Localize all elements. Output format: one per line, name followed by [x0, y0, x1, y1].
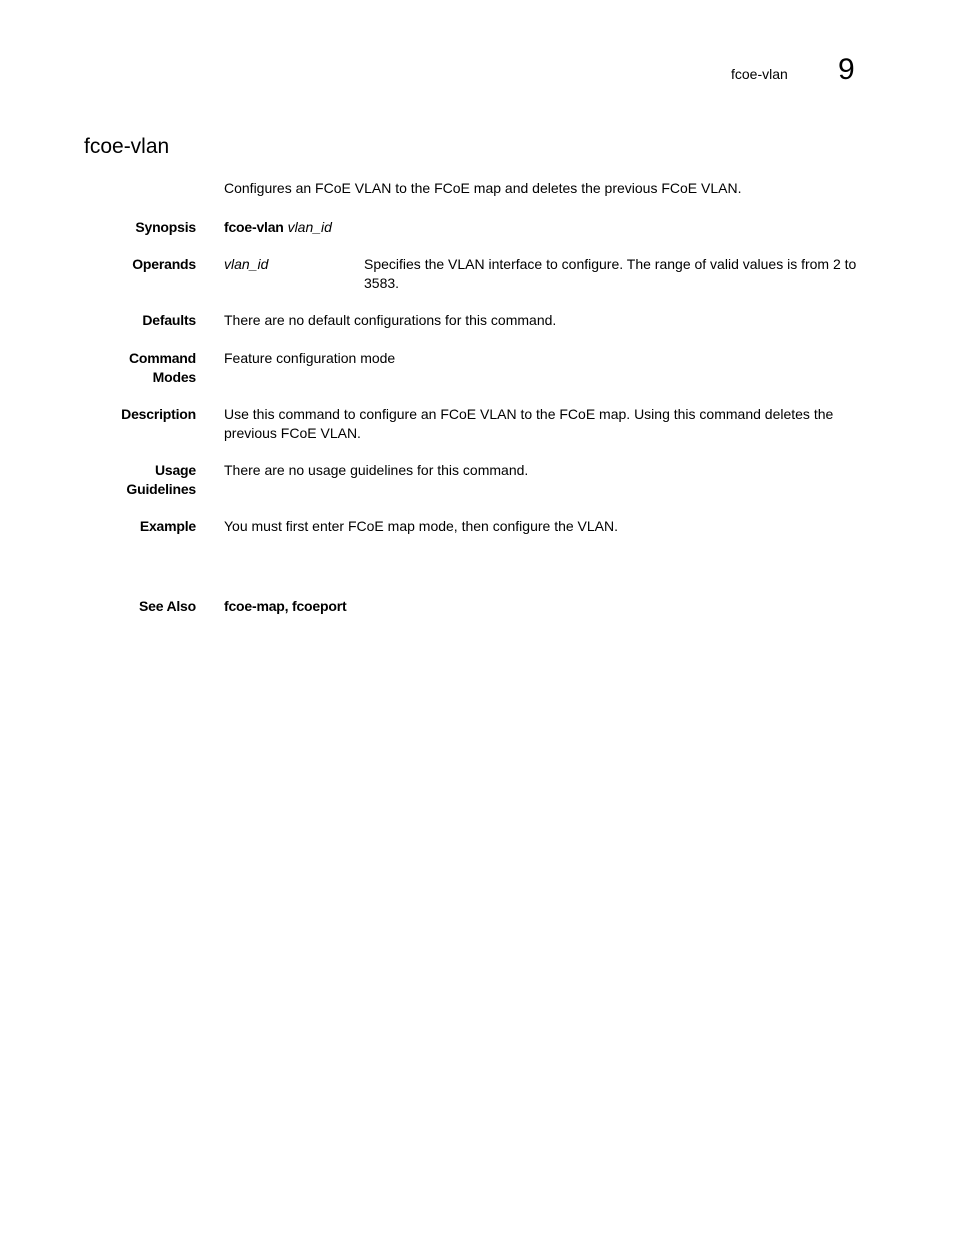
example-text: You must first enter FCoE map mode, then configure the VLAN. [224, 518, 619, 534]
example-label: Example [139, 518, 196, 534]
synopsis-text [224, 218, 874, 237]
command-modes-label [90, 349, 196, 387]
chapter-number: 9 [838, 53, 855, 86]
usage-guidelines-label-line1: Usage [154, 462, 196, 478]
synopsis-command: fcoe-vlan [224, 219, 284, 235]
operand-name: vlan_id [224, 256, 269, 272]
synopsis-argument: vlan_id [287, 219, 332, 235]
synopsis-label: Synopsis [135, 219, 196, 235]
usage-guidelines-label [90, 461, 196, 499]
usage-guidelines-text: There are no usage guidelines for this command. [224, 462, 529, 478]
see-also-text: fcoe-map, fcoeport [224, 598, 347, 614]
description-label: Description [121, 406, 196, 422]
command-modes-text: Feature configuration mode [224, 350, 396, 366]
defaults-text: There are no default configurations for this command. [224, 312, 557, 328]
command-modes-label-line1: Command [128, 350, 196, 366]
operand-description: Specifies the VLAN interface to configure. The range of valid values is from 2 to 3583. [364, 256, 857, 291]
usage-guidelines-label-line2: Guidelines [126, 481, 196, 497]
page-title: fcoe-vlan [84, 135, 170, 158]
intro-text: Configures an FCoE VLAN to the FCoE map and deletes the previous FCoE VLAN. [224, 180, 742, 196]
see-also-label: See Also [138, 598, 196, 614]
defaults-label: Defaults [142, 312, 196, 328]
command-modes-label-line2: Modes [152, 369, 196, 385]
operands-label: Operands [132, 256, 196, 272]
description-text: Use this command to configure an FCoE VLAN to the FCoE map. Using this command deletes the previous FCoE VLAN. [224, 406, 834, 441]
running-header-title: fcoe-vlan [731, 66, 788, 82]
